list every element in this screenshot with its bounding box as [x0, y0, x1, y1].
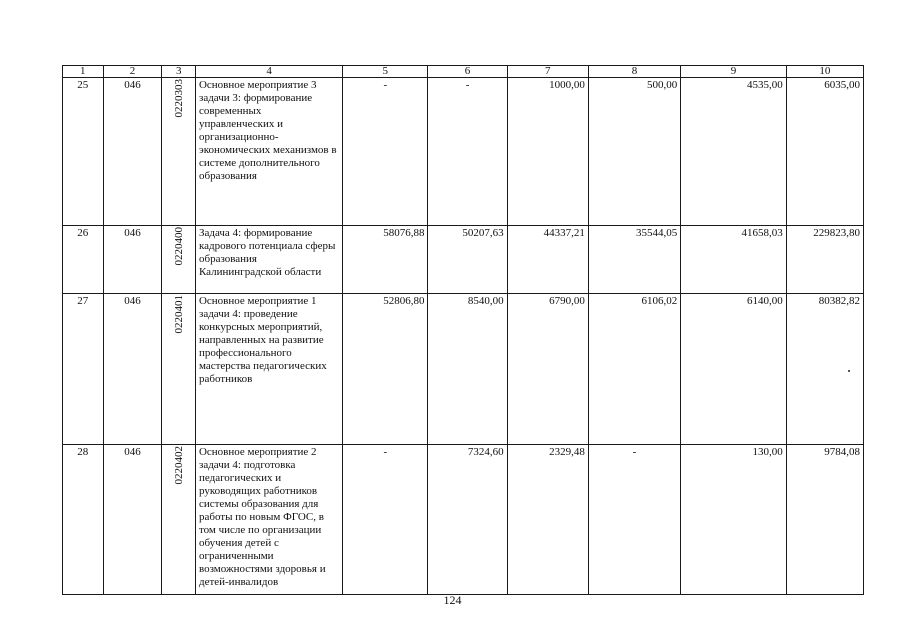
page-number: 124	[443, 593, 462, 607]
column-header-4: 4	[195, 66, 342, 78]
item-name: Основное мероприятие 2 задачи 4: подготовка педагогических и руководящих работников системы образования для работы по новым ФГОС, в том числе по организации обучения детей с ограниченными возможностями здоровья и детей-инвалидов	[195, 445, 342, 595]
column-header-9: 9	[681, 66, 787, 78]
scan-speck	[848, 370, 850, 372]
item-name: Основное мероприятие 3 задачи 3: формирование современных управленческих и организационно-экономических механизмов в системе дополнительного образования	[195, 78, 342, 226]
value-col-10: 80382,82	[786, 294, 863, 445]
value-col-9: 6140,00	[681, 294, 787, 445]
header-row	[63, 66, 864, 78]
value-col-5: -	[343, 445, 428, 595]
table-row	[63, 78, 864, 226]
value-col-8: 500,00	[588, 78, 680, 226]
value-col-6: 50207,63	[428, 226, 507, 294]
column-header-8: 8	[588, 66, 680, 78]
value-col-10: 6035,00	[786, 78, 863, 226]
value-col-10: 229823,80	[786, 226, 863, 294]
row-number: 25	[63, 78, 104, 226]
classification-code: 0220402	[172, 446, 185, 485]
group-code: 046	[103, 78, 162, 226]
value-col-8: 6106,02	[588, 294, 680, 445]
group-code: 046	[103, 445, 162, 595]
column-header-7: 7	[507, 66, 588, 78]
classification-code: 0220401	[172, 295, 185, 334]
value-col-9: 130,00	[681, 445, 787, 595]
value-col-8: 35544,05	[588, 226, 680, 294]
value-col-9: 4535,00	[681, 78, 787, 226]
column-header-2: 2	[103, 66, 162, 78]
column-header-6: 6	[428, 66, 507, 78]
row-number: 26	[63, 226, 104, 294]
value-col-7: 1000,00	[507, 78, 588, 226]
table-row	[63, 294, 864, 445]
value-col-9: 41658,03	[681, 226, 787, 294]
value-col-5: 58076,88	[343, 226, 428, 294]
group-code: 046	[103, 226, 162, 294]
value-col-8: -	[588, 445, 680, 595]
value-col-5: -	[343, 78, 428, 226]
value-col-6: -	[428, 78, 507, 226]
row-number: 27	[63, 294, 104, 445]
value-col-10: 9784,08	[786, 445, 863, 595]
value-col-6: 7324,60	[428, 445, 507, 595]
value-col-7: 2329,48	[507, 445, 588, 595]
value-col-7: 44337,21	[507, 226, 588, 294]
classification-code: 0220303	[172, 79, 185, 118]
column-header-5: 5	[343, 66, 428, 78]
item-name: Задача 4: формирование кадрового потенциала сферы образования Калининградской области	[195, 226, 342, 294]
classification-code: 0220400	[172, 227, 185, 266]
value-col-7: 6790,00	[507, 294, 588, 445]
column-header-3: 3	[162, 66, 196, 78]
table-row	[63, 445, 864, 595]
table-row	[63, 226, 864, 294]
column-header-1: 1	[63, 66, 104, 78]
item-name: Основное мероприятие 1 задачи 4: проведение конкурсных мероприятий, направленных на развитие профессионального мастерства педагогических работников	[195, 294, 342, 445]
row-number: 28	[63, 445, 104, 595]
budget-table	[62, 65, 864, 595]
column-header-10: 10	[786, 66, 863, 78]
group-code: 046	[103, 294, 162, 445]
value-col-5: 52806,80	[343, 294, 428, 445]
value-col-6: 8540,00	[428, 294, 507, 445]
